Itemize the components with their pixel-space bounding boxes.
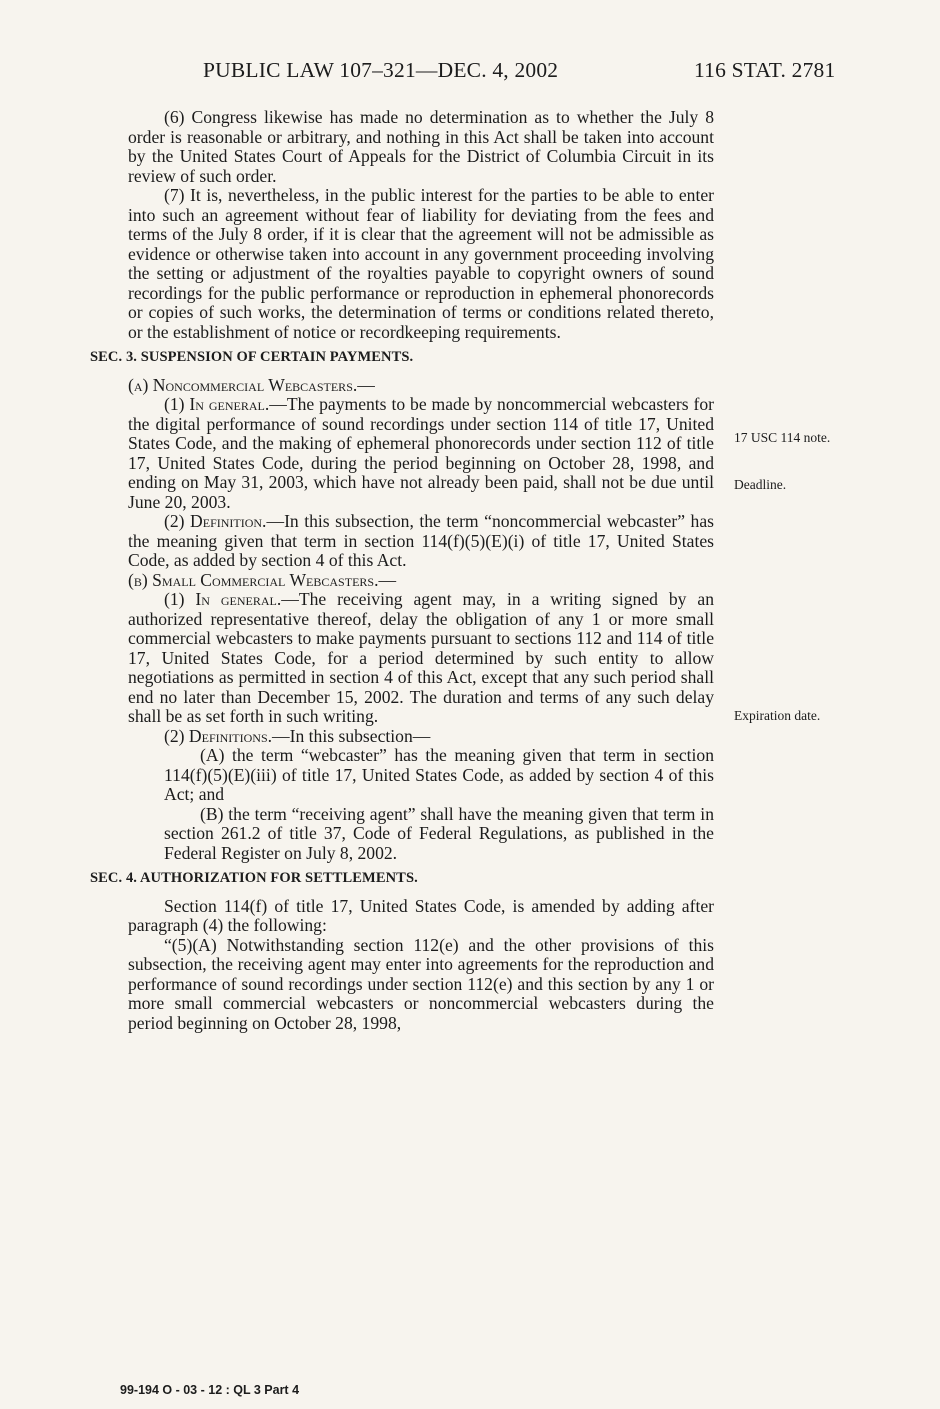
- section-3-heading: SEC. 3. SUSPENSION OF CERTAIN PAYMENTS.: [90, 349, 414, 365]
- paragraph-a1: [128, 395, 714, 512]
- paragraph-a2-text: —In this subsection, the term “noncommercial webcaster” has the meaning given that term in section 114(f)(5)(E)(i) of title 17, United States Code, as added by section 4 of this Act.: [128, 511, 715, 570]
- statute-page-number: 116 STAT. 2781: [694, 58, 836, 82]
- running-head: [0, 58, 940, 88]
- subsection-b-heading: [128, 571, 714, 591]
- margin-note-usc: 17 USC 114 note.: [734, 430, 831, 445]
- subsection-a-heading: [128, 376, 714, 396]
- paragraph-b1-heading: (1) In general.: [164, 589, 282, 609]
- paragraph-6: (6) Congress likewise has made no determination as to whether the July 8 order is reasonable or arbitrary, and nothing in this Act shall be taken into account by the United States Court of Appeals for the District of Columbia Circuit in its review of such order.: [128, 107, 714, 186]
- paragraph-a1-heading: (1) In general.: [164, 394, 270, 414]
- section-4-quoted-text: “(5)(A) Notwithstanding section 112(e) and the other provisions of this subsection, the receiving agent may enter into agreements for the reproduction and performance of sound recordings under section 112(e) and this section by any 1 or more small commercial webcasters or noncommercial webcasters during the period beginning on October 28, 1998,: [128, 934, 714, 1033]
- running-head-title: PUBLIC LAW 107–321—DEC. 4, 2002: [203, 58, 559, 82]
- subsection-a-heading-text: (a) Noncommercial Webcasters.—: [128, 374, 375, 395]
- paragraph-b2-heading: (2) Definitions.: [164, 725, 273, 746]
- paragraph-b2-text: —In this subsection—: [272, 725, 431, 746]
- section-4-heading: SEC. 4. AUTHORIZATION FOR SETTLEMENTS.: [90, 870, 418, 886]
- paragraph-a2-heading: (2) Definition.: [164, 511, 267, 531]
- paragraph-b1-text: —The receiving agent may, in a writing signed by an authorized representative thereof, delay the obligation of any 1 or more small commercial webcasters to make payments pursuant to sections 112 and 114 of title 17, United States Code, for a period determined by such entity to allow negotiations as permitted in section 4 of this Act, except that any such period shall end no later than December 15, 2002. The duration and terms of any such delay shall be as set forth in such writing.: [128, 589, 714, 726]
- margin-note-deadline: Deadline.: [734, 477, 787, 492]
- law-text-body: [90, 107, 715, 1033]
- paragraph-b2: [128, 727, 714, 747]
- print-job-footer: 99-194 O - 03 - 12 : QL 3 Part 4: [120, 1383, 300, 1397]
- paragraph-7: (7) It is, nevertheless, in the public interest for the parties to be able to enter into such an agreement without fear of liability for deviating from the fees and terms of the July 8 order, if it is clear that the agreement will not be admissible as evidence or otherwise taken into account in any government proceeding involving the setting or adjustment of the royalties payable to copyright owners of sound recordings for the public performance or reproduction in ephemeral phonorecords or copies of such works, the determination of terms or conditions related thereto, or the establishment of notice or recordkeeping requirements.: [128, 185, 714, 342]
- paragraph-b1: [128, 590, 714, 727]
- subparagraph-b-B: (B) the term “receiving agent” shall have the meaning given that term in section 261.2 of title 37, Code of Federal Regulations, as published in the Federal Register on July 8, 2002.: [164, 803, 714, 863]
- paragraph-a1-text: —The payments to be made by noncommercial webcasters for the digital performance of sound recordings under section 114 of title 17, United States Code, and the making of ephemeral phonorecords under section 112 of title 17, United States Code, during the period beginning on October 28, 1998, and ending on May 31, 2003, which have not already been paid, shall not be due until June 20, 2003.: [128, 394, 714, 512]
- subsection-b-heading-text: (b) Small Commercial Webcasters.—: [128, 569, 397, 590]
- subparagraph-b-A: (A) the term “webcaster” has the meaning given that term in section 114(f)(5)(E)(iii) of title 17, United States Code, as added by section 4 of this Act; and: [164, 745, 714, 804]
- margin-note-expiration: Expiration date.: [734, 708, 821, 723]
- paragraph-a2: [128, 512, 714, 571]
- section-4-amendment-text: Section 114(f) of title 17, United States Code, is amended by adding after paragraph (4) the following:: [128, 895, 714, 935]
